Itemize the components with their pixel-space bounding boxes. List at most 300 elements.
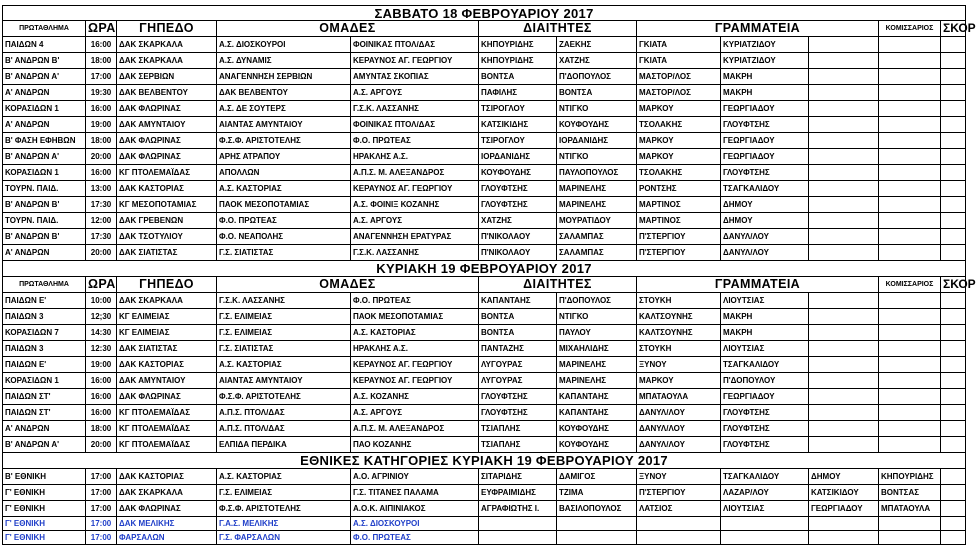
cell-time: 16:00 — [86, 405, 117, 421]
cell-score — [879, 341, 941, 357]
cell-secretary-1: ΛΑΤΣΙΟΣ — [637, 501, 721, 517]
match-row — [3, 405, 966, 421]
cell-referee-2: ΒΑΣΙΛΟΠΟΥΛΟΣ — [557, 501, 637, 517]
cell-secretary-2 — [721, 531, 809, 545]
cell-commissioner — [809, 531, 879, 545]
cell-court: ΔΑΚ ΦΛΩΡΙΝΑΣ — [117, 133, 217, 149]
cell-away-team: Γ.Σ. ΤΙΤΑΝΕΣ ΠΑΛΑΜΑ — [351, 485, 479, 501]
header-hour: ΩΡΑ — [86, 21, 117, 37]
match-row — [3, 85, 966, 101]
cell-score — [879, 531, 941, 545]
cell-championship: ΠΑΙΔΩΝ 3 — [3, 341, 86, 357]
cell-court: ΔΑΚ ΚΑΣΤΟΡΙΑΣ — [117, 469, 217, 485]
cell-home-team: ΔΑΚ ΒΕΛΒΕΝΤΟΥ — [217, 85, 351, 101]
cell-home-team: ΑΙΑΝΤΑΣ ΑΜΥΝΤΑΙΟΥ — [217, 117, 351, 133]
cell-score — [879, 69, 941, 85]
cell-extra — [941, 293, 966, 309]
cell-referee-2 — [557, 531, 637, 545]
cell-secretary-1: Π'ΣΤΕΡΓΙΟΥ — [637, 485, 721, 501]
cell-commissioner — [809, 389, 879, 405]
cell-away-team: ΠΑΟΚ ΜΕΣΟΠΟΤΑΜΙΑΣ — [351, 309, 479, 325]
cell-referee-1 — [479, 517, 557, 531]
cell-commissioner — [809, 421, 879, 437]
cell-secretary-2: ΓΕΩΡΓΙΑΔΟΥ — [721, 389, 809, 405]
cell-away-team: Α.Ο. ΑΓΡΙΝΙΟΥ — [351, 469, 479, 485]
cell-secretary-1: ΜΠΑΤΑΟΥΛΑ — [637, 389, 721, 405]
header-score: ΣΚΟΡ — [941, 277, 966, 293]
cell-home-team: Α.Π.Σ. ΠΤΟΛ/ΔΑΣ — [217, 405, 351, 421]
cell-secretary-1: ΜΑΡΚΟΥ — [637, 149, 721, 165]
cell-secretary-2 — [721, 517, 809, 531]
cell-referee-2: ΜΑΡΙΝΕΛΗΣ — [557, 197, 637, 213]
cell-referee-2: ΝΤΙΓΚΟ — [557, 309, 637, 325]
match-row — [3, 309, 966, 325]
match-row — [3, 133, 966, 149]
cell-court: ΔΑΚ ΣΚΑΡΚΑΛΑ — [117, 485, 217, 501]
cell-referee-1: ΤΣΙΑΠΛΗΣ — [479, 437, 557, 453]
cell-championship: Β' ΦΑΣΗ ΕΦΗΒΩΝ — [3, 133, 86, 149]
cell-championship: Α' ΑΝΔΡΩΝ — [3, 421, 86, 437]
cell-extra — [941, 149, 966, 165]
cell-away-team: Α.Ο.Κ. ΑΙΠΙΝΙΑΚΟΣ — [351, 501, 479, 517]
cell-away-team: Α.Π.Σ. Μ. ΑΛΕΞΑΝΔΡΟΣ — [351, 165, 479, 181]
cell-commissioner — [809, 85, 879, 101]
cell-court: ΔΑΚ ΣΙΑΤΙΣΤΑΣ — [117, 245, 217, 261]
cell-score — [879, 245, 941, 261]
cell-time: 16:00 — [86, 37, 117, 53]
cell-away-team: ΦΟΙΝΙΚΑΣ ΠΤΟΛ/ΔΑΣ — [351, 37, 479, 53]
cell-court: ΔΑΚ ΣΚΑΡΚΑΛΑ — [117, 293, 217, 309]
cell-away-team: Γ.Σ.Κ. ΛΑΣΣΑΝΗΣ — [351, 245, 479, 261]
national-title-row — [3, 453, 966, 469]
cell-championship: ΠΑΙΔΩΝ ΣΤ' — [3, 389, 86, 405]
cell-commissioner: ΚΑΤΣΙΚΙΔΟΥ — [809, 485, 879, 501]
cell-score — [879, 37, 941, 53]
cell-secretary-2: ΔΑΝΥΛ/ΛΟΥ — [721, 229, 809, 245]
cell-secretary-2: Π'ΔΟΠΟΥΛΟΥ — [721, 373, 809, 389]
cell-score — [879, 437, 941, 453]
cell-away-team: Γ.Σ.Κ. ΛΑΣΣΑΝΗΣ — [351, 101, 479, 117]
cell-referee-1: ΓΛΟΥΦΤΣΗΣ — [479, 181, 557, 197]
match-row — [3, 213, 966, 229]
cell-secretary-1: ΚΑΛΤΣΟΥΝΗΣ — [637, 325, 721, 341]
cell-score — [879, 357, 941, 373]
cell-home-team: Α.Σ. ΚΑΣΤΟΡΙΑΣ — [217, 357, 351, 373]
cell-time: 18:00 — [86, 421, 117, 437]
cell-secretary-1: ΜΑΣΤΟΡ/ΛΟΣ — [637, 85, 721, 101]
cell-championship: ΠΑΙΔΩΝ Ε' — [3, 357, 86, 373]
cell-secretary-1 — [637, 531, 721, 545]
cell-referee-2: ΝΤΙΓΚΟ — [557, 101, 637, 117]
cell-championship: Β' ΑΝΔΡΩΝ Β' — [3, 197, 86, 213]
cell-referee-2: ΒΟΝΤΣΑ — [557, 85, 637, 101]
cell-referee-2: ΜΙΧΑΗΛΙΔΗΣ — [557, 341, 637, 357]
cell-secretary-1: ΔΑΝΥΛ/ΛΟΥ — [637, 421, 721, 437]
cell-referee-1: ΑΓΡΑΦΙΩΤΗΣ Ι. — [479, 501, 557, 517]
cell-time: 17:00 — [86, 501, 117, 517]
cell-extra — [941, 405, 966, 421]
cell-home-team: Α.Σ. ΚΑΣΤΟΡΙΑΣ — [217, 181, 351, 197]
cell-court: ΔΑΚ ΦΛΩΡΙΝΑΣ — [117, 501, 217, 517]
cell-championship: ΚΟΡΑΣΙΔΩΝ 1 — [3, 165, 86, 181]
cell-away-team: Α.Σ. ΚΟΖΑΝΗΣ — [351, 389, 479, 405]
cell-secretary-2: ΚΥΡΙΑΤΖΙΔΟΥ — [721, 37, 809, 53]
cell-referee-1: ΚΗΠΟΥΡΙΔΗΣ — [479, 37, 557, 53]
cell-referee-1: ΒΟΝΤΣΑ — [479, 309, 557, 325]
header-referees: ΔΙΑΙΤΗΤΕΣ — [479, 21, 637, 37]
header-teams: ΟΜΑΔΕΣ — [217, 277, 479, 293]
match-row — [3, 485, 966, 501]
cell-referee-2: ΚΟΥΦΟΥΔΗΣ — [557, 437, 637, 453]
header-court: ΓΗΠΕΔΟ — [117, 277, 217, 293]
cell-secretary-2: ΤΣΑΓΚΑΛΙΔΟΥ — [721, 181, 809, 197]
cell-referee-1: ΤΣΙΡΟΓΛΟΥ — [479, 101, 557, 117]
cell-home-team: ΑΡΗΣ ΑΤΡΑΠΟΥ — [217, 149, 351, 165]
cell-referee-1: ΕΥΦΡΑΙΜΙΔΗΣ — [479, 485, 557, 501]
match-row — [3, 165, 966, 181]
match-row — [3, 245, 966, 261]
match-row — [3, 229, 966, 245]
cell-secretary-2: ΓΛΟΥΦΤΣΗΣ — [721, 421, 809, 437]
cell-commissioner — [809, 213, 879, 229]
cell-referee-2: ΙΟΡΔΑΝΙΔΗΣ — [557, 133, 637, 149]
cell-extra — [941, 517, 966, 531]
cell-court: ΔΑΚ ΣΕΡΒΙΩΝ — [117, 69, 217, 85]
cell-championship: Α' ΑΝΔΡΩΝ — [3, 117, 86, 133]
cell-score — [879, 309, 941, 325]
cell-home-team: Φ.Σ.Φ. ΑΡΙΣΤΟΤΕΛΗΣ — [217, 389, 351, 405]
cell-secretary-1: ΜΑΣΤΟΡ/ΛΟΣ — [637, 69, 721, 85]
cell-commissioner — [809, 117, 879, 133]
cell-home-team: Φ.Ο. ΝΕΑΠΟΛΗΣ — [217, 229, 351, 245]
cell-extra — [941, 373, 966, 389]
cell-referee-1: ΚΗΠΟΥΡΙΔΗΣ — [479, 53, 557, 69]
cell-championship: Β' ΑΝΔΡΩΝ Β' — [3, 53, 86, 69]
header-championship: ΠΡΩΤΑΘΛΗΜΑ — [3, 21, 86, 37]
cell-referee-2: Π'ΔΟΠΟΥΛΟΣ — [557, 69, 637, 85]
cell-secretary-2: ΜΑΚΡΗ — [721, 325, 809, 341]
cell-championship: Α' ΑΝΔΡΩΝ — [3, 245, 86, 261]
cell-referee-1: ΒΟΝΤΣΑ — [479, 325, 557, 341]
cell-score — [879, 85, 941, 101]
cell-home-team: ΑΙΑΝΤΑΣ ΑΜΥΝΤΑΙΟΥ — [217, 373, 351, 389]
cell-referee-2: ΜΑΡΙΝΕΛΗΣ — [557, 181, 637, 197]
cell-referee-1: ΚΑΤΣΙΚΙΔΗΣ — [479, 117, 557, 133]
cell-commissioner — [809, 197, 879, 213]
cell-court: ΚΓ ΠΤΟΛΕΜΑΪΔΑΣ — [117, 421, 217, 437]
cell-court: ΔΑΚ ΜΕΛΙΚΗΣ — [117, 517, 217, 531]
header-commissioner: ΚΟΜΙΣΣΑΡΙΟΣ — [879, 21, 941, 37]
match-row — [3, 389, 966, 405]
header-teams: ΟΜΑΔΕΣ — [217, 21, 479, 37]
cell-extra — [941, 357, 966, 373]
cell-referee-2: ΜΑΡΙΝΕΛΗΣ — [557, 373, 637, 389]
cell-time: 17:30 — [86, 229, 117, 245]
cell-time: 12:30 — [86, 341, 117, 357]
cell-extra — [941, 229, 966, 245]
cell-away-team: Α.Σ. ΑΡΓΟΥΣ — [351, 85, 479, 101]
section-title: ΚΥΡΙΑΚΗ 19 ΦΕΒΡΟΥΑΡΙΟΥ 2017 — [3, 261, 966, 277]
cell-referee-1: Π'ΝΙΚΟΛΑΟΥ — [479, 245, 557, 261]
cell-home-team: ΑΠΟΛΛΩΝ — [217, 165, 351, 181]
cell-score — [879, 133, 941, 149]
cell-home-team: Α.Π.Σ. ΠΤΟΛ/ΔΑΣ — [217, 421, 351, 437]
cell-court: ΚΓ ΕΛΙΜΕΙΑΣ — [117, 325, 217, 341]
cell-secretary-2: ΛΑΖΑΡ/ΛΟΥ — [721, 485, 809, 501]
cell-extra — [941, 531, 966, 545]
cell-secretary-1: ΜΑΡΚΟΥ — [637, 133, 721, 149]
cell-score — [879, 229, 941, 245]
cell-extra — [941, 437, 966, 453]
cell-court: ΔΑΚ ΑΜΥΝΤΑΙΟΥ — [117, 117, 217, 133]
cell-referee-2: ΜΟΥΡΑΤΙΔΟΥ — [557, 213, 637, 229]
cell-referee-1: ΓΛΟΥΦΤΣΗΣ — [479, 405, 557, 421]
cell-home-team: Α.Σ. ΔΥΝΑΜΙΣ — [217, 53, 351, 69]
cell-secretary-1: Π'ΣΤΕΡΓΙΟΥ — [637, 245, 721, 261]
cell-referee-1: ΣΙΤΑΡΙΔΗΣ — [479, 469, 557, 485]
cell-referee-1: ΠΑΦΙΛΗΣ — [479, 85, 557, 101]
cell-commissioner — [809, 517, 879, 531]
cell-secretary-1: ΞΥΝΟΥ — [637, 469, 721, 485]
cell-commissioner — [809, 165, 879, 181]
cell-secretary-1: Π'ΣΤΕΡΓΙΟΥ — [637, 229, 721, 245]
sunday-title-row — [3, 261, 966, 277]
cell-referee-2: ΣΑΛΑΜΠΑΣ — [557, 229, 637, 245]
cell-court: ΚΓ ΠΤΟΛΕΜΑΪΔΑΣ — [117, 437, 217, 453]
header-referees: ΔΙΑΙΤΗΤΕΣ — [479, 277, 637, 293]
cell-referee-1: ΠΑΝΤΑΖΗΣ — [479, 341, 557, 357]
cell-secretary-1 — [637, 517, 721, 531]
cell-home-team: Α.Σ. ΚΑΣΤΟΡΙΑΣ — [217, 469, 351, 485]
cell-court: ΔΑΚ ΦΛΩΡΙΝΑΣ — [117, 101, 217, 117]
cell-time: 12:00 — [86, 213, 117, 229]
match-row — [3, 117, 966, 133]
cell-extra — [941, 421, 966, 437]
cell-extra — [941, 469, 966, 485]
cell-referee-1: ΛΥΓΟΥΡΑΣ — [479, 357, 557, 373]
cell-secretary-2: ΓΛΟΥΦΤΣΗΣ — [721, 165, 809, 181]
cell-home-team: Γ.Σ. ΣΙΑΤΙΣΤΑΣ — [217, 245, 351, 261]
cell-championship: Β' ΕΘΝΙΚΗ — [3, 469, 86, 485]
cell-court: ΔΑΚ ΣΙΑΤΙΣΤΑΣ — [117, 341, 217, 357]
cell-referee-2: ΜΑΡΙΝΕΛΗΣ — [557, 357, 637, 373]
match-row — [3, 101, 966, 117]
cell-home-team: Φ.Σ.Φ. ΑΡΙΣΤΟΤΕΛΗΣ — [217, 133, 351, 149]
cell-time: 18:00 — [86, 133, 117, 149]
match-row — [3, 53, 966, 69]
cell-referee-1: ΤΣΙΡΟΓΛΟΥ — [479, 133, 557, 149]
cell-home-team: Γ.Α.Σ. ΜΕΛΙΚΗΣ — [217, 517, 351, 531]
schedule-body — [3, 5, 976, 545]
cell-home-team: Γ.Σ.Κ. ΛΑΣΣΑΝΗΣ — [217, 293, 351, 309]
cell-time: 20:00 — [86, 245, 117, 261]
cell-referee-2: ΠΑΥΛΟΥ — [557, 325, 637, 341]
cell-commissioner — [809, 309, 879, 325]
cell-time: 17:00 — [86, 531, 117, 545]
cell-score — [879, 389, 941, 405]
cell-referee-1: ΙΟΡΔΑΝΙΔΗΣ — [479, 149, 557, 165]
match-row — [3, 37, 966, 53]
cell-secretary-1: ΜΑΡΚΟΥ — [637, 373, 721, 389]
cell-away-team: Α.Σ. ΚΑΣΤΟΡΙΑΣ — [351, 325, 479, 341]
cell-time: 19:00 — [86, 117, 117, 133]
cell-referee-1 — [479, 531, 557, 545]
cell-time: 18:00 — [86, 53, 117, 69]
match-row — [3, 501, 966, 517]
cell-court: ΔΑΚ ΣΚΑΡΚΑΛΑ — [117, 53, 217, 69]
cell-time: 17:00 — [86, 517, 117, 531]
cell-referee-1: ΓΛΟΥΦΤΣΗΣ — [479, 389, 557, 405]
cell-home-team: Γ.Σ. ΣΙΑΤΙΣΤΑΣ — [217, 341, 351, 357]
cell-score: ΒΟΝΤΣΑΣ — [879, 485, 941, 501]
cell-referee-1: ΚΟΥΦΟΥΔΗΣ — [479, 165, 557, 181]
cell-secretary-2: ΓΕΩΡΓΙΑΔΟΥ — [721, 101, 809, 117]
cell-court: ΔΑΚ ΓΡΕΒΕΝΩΝ — [117, 213, 217, 229]
cell-secretary-2: ΛΙΟΥΤΣΙΑΣ — [721, 341, 809, 357]
cell-away-team: Α.Σ. ΑΡΓΟΥΣ — [351, 405, 479, 421]
cell-referee-2: ΔΑΜΙΓΟΣ — [557, 469, 637, 485]
cell-secretary-1: ΤΣΟΛΑΚΗΣ — [637, 117, 721, 133]
match-row — [3, 531, 966, 545]
cell-court: ΚΓ ΕΛΙΜΕΙΑΣ — [117, 309, 217, 325]
saturday-title-row — [3, 6, 966, 21]
cell-secretary-1: ΜΑΡΤΙΝΟΣ — [637, 197, 721, 213]
header-secretariat: ΓΡΑΜΜΑΤΕΙΑ — [637, 21, 879, 37]
cell-championship: ΠΑΙΔΩΝ ΣΤ' — [3, 405, 86, 421]
cell-secretary-2: ΜΑΚΡΗ — [721, 69, 809, 85]
cell-court: ΔΑΚ ΚΑΣΤΟΡΙΑΣ — [117, 181, 217, 197]
cell-extra — [941, 181, 966, 197]
cell-referee-1: ΛΥΓΟΥΡΑΣ — [479, 373, 557, 389]
match-row — [3, 437, 966, 453]
cell-extra — [941, 341, 966, 357]
cell-extra — [941, 85, 966, 101]
cell-secretary-1: ΣΤΟΥΚΗ — [637, 341, 721, 357]
header-score: ΣΚΟΡ — [941, 21, 966, 37]
cell-secretary-2: ΔΗΜΟΥ — [721, 213, 809, 229]
cell-extra — [941, 213, 966, 229]
cell-commissioner — [809, 69, 879, 85]
cell-score — [879, 293, 941, 309]
cell-championship: Γ' ΕΘΝΙΚΗ — [3, 485, 86, 501]
cell-court: ΔΑΚ ΑΜΥΝΤΑΙΟΥ — [117, 373, 217, 389]
cell-away-team: Α.Π.Σ. Μ. ΑΛΕΞΑΝΔΡΟΣ — [351, 421, 479, 437]
cell-extra — [941, 501, 966, 517]
cell-extra — [941, 389, 966, 405]
cell-commissioner — [809, 357, 879, 373]
cell-home-team: Φ.Ο. ΠΡΩΤΕΑΣ — [217, 213, 351, 229]
header-secretariat: ΓΡΑΜΜΑΤΕΙΑ — [637, 277, 879, 293]
cell-court: ΚΓ ΠΤΟΛΕΜΑΪΔΑΣ — [117, 405, 217, 421]
cell-championship: ΠΑΙΔΩΝ 4 — [3, 37, 86, 53]
cell-home-team: Γ.Σ. ΕΛΙΜΕΙΑΣ — [217, 309, 351, 325]
cell-referee-1: ΤΣΙΑΠΛΗΣ — [479, 421, 557, 437]
cell-championship: Γ' ΕΘΝΙΚΗ — [3, 501, 86, 517]
cell-score: ΜΠΑΤΑΟΥΛΑ — [879, 501, 941, 517]
cell-court: ΔΑΚ ΦΛΩΡΙΝΑΣ — [117, 389, 217, 405]
cell-secretary-1: ΚΑΛΤΣΟΥΝΗΣ — [637, 309, 721, 325]
match-row — [3, 373, 966, 389]
header-championship: ΠΡΩΤΑΘΛΗΜΑ — [3, 277, 86, 293]
cell-secretary-2: ΤΣΑΓΚΑΛΙΔΟΥ — [721, 469, 809, 485]
schedule-table — [2, 5, 976, 545]
cell-commissioner — [809, 341, 879, 357]
header-hour: ΩΡΑ — [86, 277, 117, 293]
cell-commissioner — [809, 229, 879, 245]
cell-secretary-2: ΚΥΡΙΑΤΖΙΔΟΥ — [721, 53, 809, 69]
cell-score — [879, 373, 941, 389]
match-row — [3, 197, 966, 213]
cell-secretary-2: ΓΛΟΥΦΤΣΗΣ — [721, 117, 809, 133]
cell-score — [879, 101, 941, 117]
cell-time: 16:00 — [86, 165, 117, 181]
match-row — [3, 421, 966, 437]
cell-court: ΔΑΚ ΦΛΩΡΙΝΑΣ — [117, 149, 217, 165]
header-commissioner: ΚΟΜΙΣΣΑΡΙΟΣ — [879, 277, 941, 293]
cell-referee-2: ΚΟΥΦΟΥΔΗΣ — [557, 117, 637, 133]
cell-score — [879, 197, 941, 213]
match-row — [3, 517, 966, 531]
cell-championship: ΠΑΙΔΩΝ 3 — [3, 309, 86, 325]
cell-secretary-1: ΜΑΡΤΙΝΟΣ — [637, 213, 721, 229]
cell-score — [879, 325, 941, 341]
match-row — [3, 357, 966, 373]
cell-commissioner — [809, 325, 879, 341]
cell-court: ΔΑΚ ΚΑΣΤΟΡΙΑΣ — [117, 357, 217, 373]
cell-championship: Β' ΑΝΔΡΩΝ Α' — [3, 69, 86, 85]
cell-secretary-2: ΛΙΟΥΤΣΙΑΣ — [721, 293, 809, 309]
cell-time: 13:00 — [86, 181, 117, 197]
cell-score — [879, 53, 941, 69]
cell-home-team: Φ.Σ.Φ. ΑΡΙΣΤΟΤΕΛΗΣ — [217, 501, 351, 517]
cell-referee-2: ΚΑΠΑΝΤΑΗΣ — [557, 405, 637, 421]
header-court: ΓΗΠΕΔΟ — [117, 21, 217, 37]
cell-secretary-2: ΜΑΚΡΗ — [721, 309, 809, 325]
cell-extra — [941, 309, 966, 325]
cell-time: 16:00 — [86, 101, 117, 117]
cell-commissioner — [809, 245, 879, 261]
cell-extra — [941, 69, 966, 85]
cell-home-team: Γ.Σ. ΕΛΙΜΕΙΑΣ — [217, 485, 351, 501]
match-row — [3, 469, 966, 485]
cell-referee-2: ΤΖΙΜΑ — [557, 485, 637, 501]
column-header-row — [3, 277, 966, 293]
cell-extra — [941, 117, 966, 133]
cell-championship: ΚΟΡΑΣΙΔΩΝ 1 — [3, 373, 86, 389]
cell-referee-2: ΧΑΤΖΗΣ — [557, 53, 637, 69]
cell-commissioner — [809, 405, 879, 421]
cell-score — [879, 405, 941, 421]
cell-commissioner — [809, 181, 879, 197]
cell-home-team: Α.Σ. ΔΕ ΣΟΥΤΕΡΣ — [217, 101, 351, 117]
cell-referee-2: ΝΤΙΓΚΟ — [557, 149, 637, 165]
cell-commissioner — [809, 53, 879, 69]
cell-referee-2: ΣΑΛΑΜΠΑΣ — [557, 245, 637, 261]
cell-extra — [941, 485, 966, 501]
cell-score: ΚΗΠΟΥΡΙΔΗΣ — [879, 469, 941, 485]
cell-away-team: ΗΡΑΚΛΗΣ Α.Σ. — [351, 341, 479, 357]
cell-away-team: ΚΕΡΑΥΝΟΣ ΑΓ. ΓΕΩΡΓΙΟΥ — [351, 181, 479, 197]
cell-secretary-1: ΔΑΝΥΛ/ΛΟΥ — [637, 405, 721, 421]
cell-secretary-2: ΓΕΩΡΓΙΑΔΟΥ — [721, 133, 809, 149]
cell-time: 16:00 — [86, 373, 117, 389]
cell-score — [879, 181, 941, 197]
cell-time: 10:00 — [86, 293, 117, 309]
cell-away-team: ΚΕΡΑΥΝΟΣ ΑΓ. ΓΕΩΡΓΙΟΥ — [351, 53, 479, 69]
section-title: ΣΑΒΒΑΤΟ 18 ΦΕΒΡΟΥΑΡΙΟΥ 2017 — [3, 6, 966, 21]
cell-referee-1: ΧΑΤΖΗΣ — [479, 213, 557, 229]
cell-time: 20:00 — [86, 149, 117, 165]
